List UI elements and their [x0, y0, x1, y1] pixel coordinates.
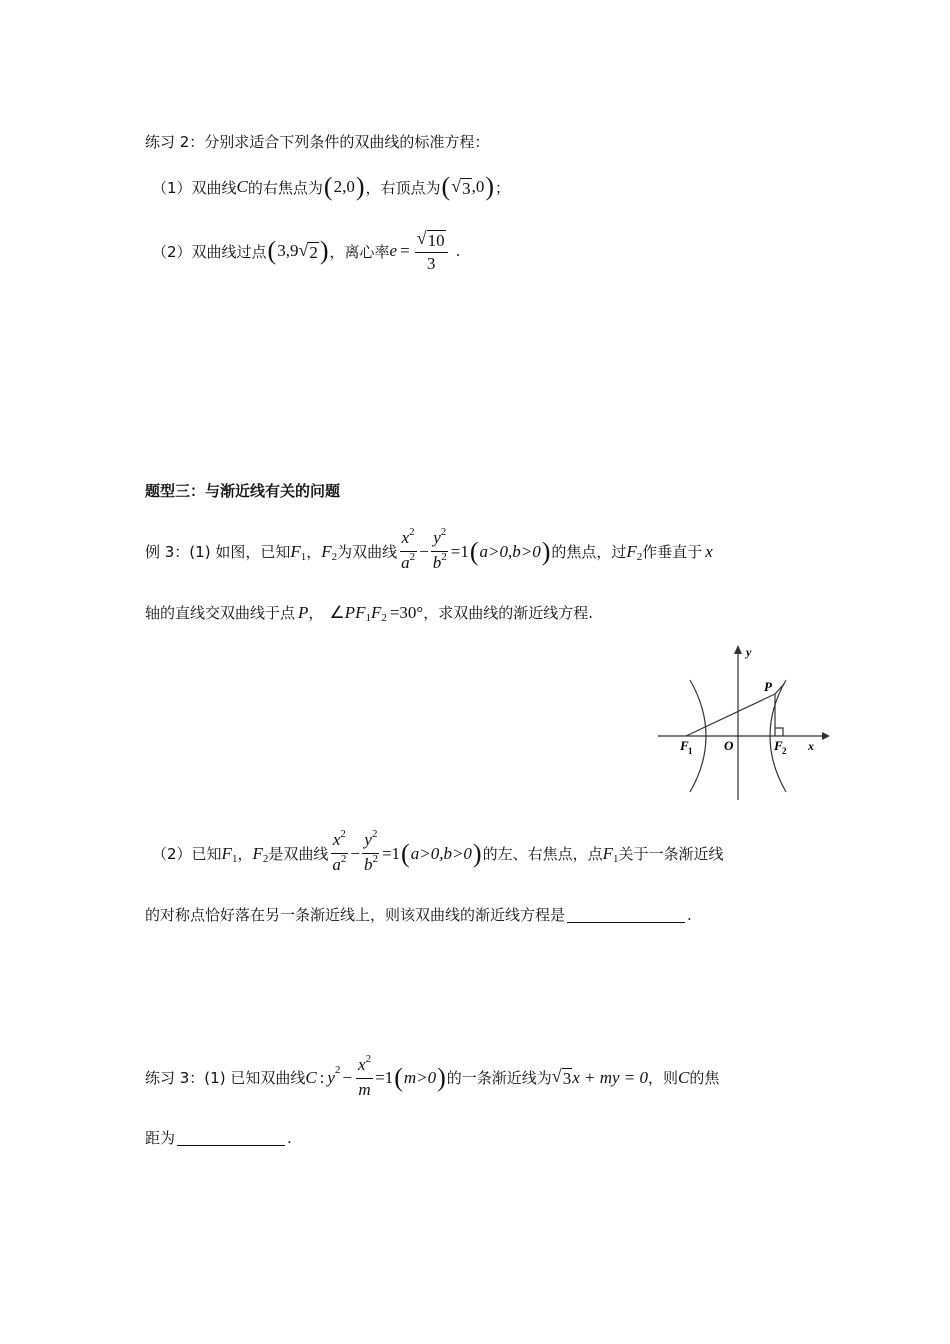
label-f1: F [680, 738, 689, 753]
right-angle-mark [775, 728, 783, 736]
q2-end: . [455, 242, 461, 260]
q1-text-vertex: ，右顶点为 [365, 178, 441, 197]
comma: ， [306, 543, 322, 561]
q1-vertex-rest: ,0 [471, 177, 485, 196]
q2-sqrt: √ 2 [298, 239, 318, 262]
y-axis-arrow [734, 645, 742, 654]
label-x: x [808, 739, 814, 753]
q1-var-c: C [236, 177, 248, 196]
label-y: y [746, 645, 752, 659]
x-axis-arrow [822, 732, 830, 740]
ex3-text-perp: 作垂直于 [642, 543, 703, 561]
ex3-text-hyperbola: 为双曲线 [337, 543, 398, 561]
exercise-2-title [145, 131, 489, 152]
p2-intro: （2）已知 [152, 845, 222, 863]
exercise-3-line1: 练习 3：(1) 已知双曲线 C : y 2 − $\frac{x^2}{m}$ =1 ( m>0 ) 的一条渐近线为 √ 3 x + my = 0 ，则 C 的焦 [145, 1053, 720, 1099]
ex3-focal-distance: 距为 [145, 1129, 176, 1147]
p2-text-asymptote: 关于一条渐近线 [618, 845, 724, 863]
label-f1-sub: 1 [688, 746, 693, 756]
p2-question: 的对称点恰好落在另一条渐近线上，则该双曲线的渐近线方程是 [145, 906, 566, 924]
condition: a>0,b>0 [479, 541, 541, 561]
q2-frac: √ 10 3 [415, 228, 448, 274]
q1-end: ； [495, 178, 511, 197]
f1-var: F [290, 541, 301, 561]
example-3-part2-line2: 的对称点恰好落在另一条渐近线上，则该双曲线的渐近线方程是 . [145, 905, 692, 924]
q1-label: （1）双曲线 [152, 178, 237, 197]
ex3-text-axis: 轴的直线交双曲线于点 [145, 604, 296, 622]
exercise-3-line2: 距为 . [145, 1128, 292, 1147]
comma2: ， [308, 604, 324, 622]
f2-sub-b: 2 [636, 550, 643, 563]
ex3-intro-text: 练习 3：(1) 已知双曲线 [145, 1069, 306, 1087]
ex3-intro: 例 3：(1) 如图，已知 [145, 543, 291, 561]
q2-label: （2）双曲线过点 [152, 242, 267, 261]
p2-text-hyperbola: 是双曲线 [268, 845, 329, 863]
section-title-text: 题型三：与渐近线有关的问题 [145, 482, 341, 500]
ex3-c-var: C [305, 1067, 317, 1087]
p2-f1-b: F [602, 843, 613, 863]
label-p: P [764, 679, 772, 694]
q2-e: e [389, 241, 398, 260]
example-3-part2-line1: （2）已知 F 1 ， F 2 是双曲线 $\frac{x^2}{a^2}$ − $\frac{y^2}{b^2}$ =1 ( a>0,b>0 ) 的左、右焦点，点 F 1 关于一条渐近线 [152, 830, 724, 877]
f2-var-b: F [626, 541, 637, 561]
frac-x2-a2: $\frac{x^2}{a^2}$ [401, 526, 416, 572]
ex3-sqrt: √ 3 [551, 1066, 572, 1088]
q2-point: 3,9 [277, 241, 299, 260]
exercise-2-title-text: 练习 2：分别求适合下列条件的双曲线的标准方程： [145, 133, 490, 151]
angle-f2: F [370, 602, 382, 622]
p2-f1: F [221, 843, 232, 863]
angle-sign: ∠ [329, 602, 345, 622]
angle-value: =30° [389, 602, 424, 622]
ex3-text-asymptote: 的一条渐近线为 [446, 1069, 552, 1087]
q2-eq: = [400, 241, 410, 260]
p2-frac-y2-b2: $\frac{y^2}{b^2}$ [363, 828, 378, 874]
label-f2-sub: 2 [782, 746, 787, 756]
hyperbola-figure [650, 640, 840, 805]
angle-p: P [344, 602, 356, 622]
answer-blank-2[interactable] [177, 1129, 285, 1146]
ex3-text-focus: 的焦点，过 [551, 543, 627, 561]
p2-f2: F [252, 843, 263, 863]
frac-y2-b2: $\frac{y^2}{b^2}$ [432, 526, 447, 572]
q1-text-focus: 的右焦点为 [247, 178, 323, 197]
example-3-line1: 例 3：(1) 如图，已知 F 1 ， F 2 为双曲线 $\frac{x^2}{a^2}$ − $\frac{y^2}{b^2}$ =1 ( a>0,b>0 ) 的焦点，过 F 2 作垂直于 x [145, 528, 713, 575]
label-o: O [724, 738, 734, 753]
q2-text-ecc: ，离心率 [329, 242, 390, 261]
example-3-line2: 轴的直线交双曲线于点 P ， ∠ P F 1 F 2 =30° ，求双曲线的渐近线方程. [145, 602, 594, 624]
eq-one: =1 [450, 541, 469, 561]
ex3-question: ，求双曲线的渐近线方程. [423, 604, 594, 622]
ex3-frac-x2-m: $\frac{x^2}{m}$ [358, 1053, 372, 1099]
exercise-2-q2: （2）双曲线过点 ( 3,9 √ 2 ) ，离心率 e = √ 10 3 . [152, 228, 461, 273]
x-var: x [705, 541, 713, 561]
section-title [145, 480, 340, 501]
angle-f1: F [355, 602, 366, 622]
exercise-2-q1: （1）双曲线 C 的右焦点为 ( 2,0 ) ，右顶点为 ( √ 3 ,0 ) ； [152, 172, 511, 201]
f2-var: F [321, 541, 332, 561]
f1-sub: 1 [300, 550, 307, 563]
label-f2: F [774, 738, 783, 753]
f2-sub: 2 [331, 550, 338, 563]
p2-text-foci: 的左、右焦点，点 [482, 845, 603, 863]
ex3-expr: x + my = 0 [572, 1067, 648, 1087]
q1-focus-point: 2,0 [333, 177, 355, 196]
p2-frac-x2-a2: $\frac{x^2}{a^2}$ [332, 828, 347, 874]
p-var: P [298, 602, 309, 622]
answer-blank-1[interactable] [567, 906, 685, 923]
minus: − [419, 541, 429, 561]
q1-sqrt: √ 3 [451, 175, 471, 198]
